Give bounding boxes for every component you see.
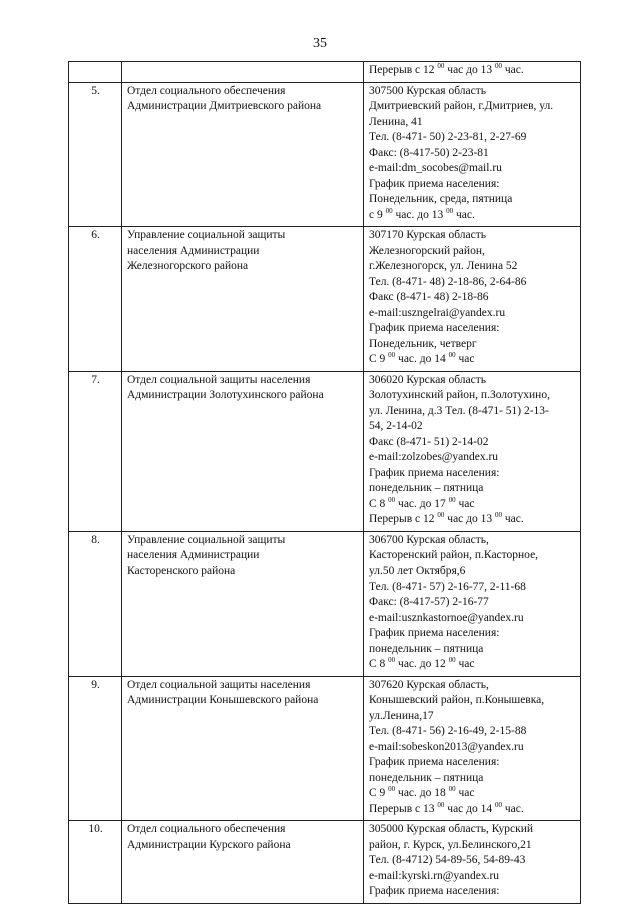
- department-name: [122, 821, 364, 904]
- department-name-line: Железногорского района: [127, 260, 249, 273]
- line-text: Тел. (8-471- 48) 2-18-86, 2-64-86: [369, 275, 527, 288]
- address-line: [369, 435, 576, 451]
- line-text: ул. Ленина, д.3 Тел. (8-471- 51) 2-13-: [369, 404, 549, 417]
- line-text: с 9: [369, 208, 386, 221]
- address-cell: [364, 62, 581, 83]
- address-line: [369, 228, 576, 244]
- row-number: 9.: [69, 676, 122, 821]
- address-cell: [364, 821, 581, 904]
- line-text: 307170 Курская область: [369, 229, 486, 242]
- address-cell: [364, 531, 581, 676]
- line-text: Факс: (8-417-50) 2-23-81: [369, 146, 489, 159]
- line-text: час: [455, 658, 475, 671]
- department-name-line: Управление социальной защиты: [127, 229, 286, 242]
- line-text: Ленина, 41: [369, 115, 423, 128]
- line-text: 305000 Курская область, Курский: [369, 823, 534, 836]
- address-line: [369, 626, 576, 642]
- line-text: С 9: [369, 353, 389, 366]
- address-line: [369, 192, 576, 208]
- line-text: час. до 12: [395, 658, 449, 671]
- row-number: 10.: [69, 821, 122, 904]
- time-superscript: 00: [448, 785, 456, 794]
- line-text: Факс (8-471- 48) 2-18-86: [369, 291, 489, 304]
- address-line: [369, 146, 576, 162]
- address-line: [369, 533, 576, 549]
- line-text: e-mail:dm_socobes@mail.ru: [369, 162, 502, 175]
- line-text: час.: [502, 513, 524, 526]
- line-text: График приема населения:: [369, 466, 500, 479]
- line-text: час. до 14: [395, 353, 449, 366]
- row-number: 5.: [69, 82, 122, 227]
- address-line: [369, 802, 576, 818]
- department-name: [122, 676, 364, 821]
- line-text: Тел. (8-471- 56) 2-16-49, 2-15-88: [369, 725, 527, 738]
- address-line: [369, 244, 576, 260]
- line-text: час. до 18: [395, 787, 449, 800]
- address-line: [369, 115, 576, 131]
- line-text: понедельник – пятница: [369, 642, 484, 655]
- department-name-line: Отдел социального обеспечения: [127, 823, 286, 836]
- address-line: [369, 373, 576, 389]
- row-number: 8.: [69, 531, 122, 676]
- time-superscript: 00: [495, 511, 502, 520]
- line-text: Железногорский район,: [369, 244, 485, 257]
- line-text: e-mail:kyrski.rn@yandex.ru: [369, 869, 500, 882]
- line-text: ул.Ленина,17: [369, 709, 434, 722]
- line-text: График приема населения:: [369, 627, 500, 640]
- time-superscript: 00: [388, 785, 396, 794]
- line-text: Понедельник, четверг: [369, 337, 477, 350]
- table-row: [69, 82, 581, 227]
- address-line: [369, 63, 576, 79]
- department-name: [122, 371, 364, 531]
- address-line: [369, 404, 576, 420]
- line-text: 307500 Курская область: [369, 84, 486, 97]
- time-superscript: 00: [388, 495, 396, 504]
- time-superscript: 00: [495, 800, 502, 809]
- address-line: [369, 771, 576, 787]
- time-superscript: 00: [448, 351, 456, 360]
- time-superscript: 00: [446, 206, 454, 215]
- address-line: [369, 853, 576, 869]
- address-line: [369, 275, 576, 291]
- line-text: час до 13: [444, 64, 495, 76]
- line-text: Факс: (8-417-57) 2-16-77: [369, 596, 489, 609]
- address-line: [369, 419, 576, 435]
- table-row: [69, 676, 581, 821]
- address-line: [369, 306, 576, 322]
- line-text: час.: [502, 64, 524, 76]
- line-text: Понедельник, среда, пятница: [369, 193, 513, 206]
- line-text: e-mail:usznkastornoe@yandex.ru: [369, 611, 524, 624]
- line-text: График приема населения:: [369, 177, 500, 190]
- address-line: [369, 161, 576, 177]
- address-line: [369, 693, 576, 709]
- address-line: [369, 352, 576, 368]
- line-text: Тел. (8-471- 57) 2-16-77, 2-11-68: [369, 580, 526, 593]
- line-text: 306700 Курская область,: [369, 533, 489, 546]
- address-line: [369, 130, 576, 146]
- line-text: 307620 Курская область,: [369, 678, 489, 691]
- line-text: С 9: [369, 787, 389, 800]
- line-text: Тел. (8-4712) 54-89-56, 54-89-43: [369, 854, 526, 867]
- table-row: [69, 821, 581, 904]
- department-name: [122, 227, 364, 372]
- line-text: e-mail:zolzobes@yandex.ru: [369, 451, 499, 464]
- address-line: [369, 337, 576, 353]
- table-row: [69, 531, 581, 676]
- department-name-line: Отдел социального обеспечения: [127, 84, 286, 97]
- address-line: [369, 740, 576, 756]
- address-line: [369, 884, 576, 900]
- line-text: Перерыв с 13: [369, 802, 438, 815]
- line-text: Конышевский район, п.Конышевка,: [369, 694, 545, 707]
- address-line: [369, 497, 576, 513]
- address-line: [369, 290, 576, 306]
- line-text: г.Железногорск, ул. Ленина 52: [369, 260, 518, 273]
- line-text: час. до 13: [392, 208, 447, 221]
- address-line: [369, 755, 576, 771]
- page-number: 35: [313, 36, 327, 51]
- line-text: час до 13: [444, 513, 495, 526]
- address-line: [369, 786, 576, 802]
- contacts-table: [68, 61, 581, 904]
- line-text: График приема населения:: [369, 322, 500, 335]
- line-text: час: [455, 353, 475, 366]
- line-text: час. до 17: [395, 497, 449, 510]
- line-text: 54, 2-14-02: [369, 420, 423, 433]
- department-name-line: населения Администрации: [127, 244, 260, 257]
- row-number: 7.: [69, 371, 122, 531]
- line-text: понедельник – пятница: [369, 771, 484, 784]
- line-text: час.: [502, 802, 524, 815]
- department-name-line: населения Администрации: [127, 549, 260, 562]
- time-superscript: 00: [495, 62, 502, 70]
- address-line: [369, 512, 576, 528]
- address-line: [369, 321, 576, 337]
- line-text: С 8: [369, 497, 389, 510]
- address-cell: [364, 82, 581, 227]
- address-line: [369, 99, 576, 115]
- line-text: Перерыв с 12: [369, 513, 438, 526]
- line-text: 306020 Курская область: [369, 373, 486, 386]
- row-number: 6.: [69, 227, 122, 372]
- address-line: [369, 481, 576, 497]
- address-line: [369, 678, 576, 694]
- address-line: [369, 657, 576, 673]
- department-name-line: Отдел социальной защиты населения: [127, 678, 311, 691]
- time-superscript: 00: [388, 351, 396, 360]
- line-text: e-mail:sobeskon2013@yandex.ru: [369, 740, 524, 753]
- address-line: [369, 450, 576, 466]
- line-text: Дмитриевский район, г.Дмитриев, ул.: [369, 100, 554, 113]
- line-text: Касторенский район, п.Касторное,: [369, 549, 539, 562]
- line-text: час.: [453, 208, 475, 221]
- department-name: [122, 82, 364, 227]
- department-name-line: Администрации Дмитриевского района: [127, 100, 322, 113]
- address-line: [369, 822, 576, 838]
- time-superscript: 00: [437, 511, 445, 520]
- department-name-line: Касторенского района: [127, 564, 236, 577]
- row-number-cell: [69, 62, 122, 83]
- line-text: Перерыв с 12: [369, 64, 438, 76]
- line-text: Факс (8-471- 51) 2-14-02: [369, 435, 489, 448]
- address-line: [369, 84, 576, 100]
- line-text: Золотухинский район, п.Золотухино,: [369, 389, 550, 402]
- line-text: час: [455, 787, 475, 800]
- table-row: [69, 227, 581, 372]
- address-line: [369, 595, 576, 611]
- line-text: e-mail:uszngelrai@yandex.ru: [369, 306, 506, 319]
- address-line: [369, 869, 576, 885]
- department-name-line: Управление социальной защиты: [127, 533, 286, 546]
- address-line: [369, 548, 576, 564]
- line-text: район, г. Курск, ул.Белинского,21: [369, 838, 532, 851]
- time-superscript: 00: [385, 206, 393, 215]
- address-cell: [364, 227, 581, 372]
- line-text: час до 14: [444, 802, 495, 815]
- department-name-line: Отдел социальной защиты населения: [127, 373, 311, 386]
- contacts-table-body: [69, 62, 581, 904]
- address-cell: [364, 676, 581, 821]
- address-cell: [364, 371, 581, 531]
- line-text: График приема населения:: [369, 885, 500, 898]
- time-superscript: 00: [448, 656, 456, 665]
- line-text: час: [455, 497, 475, 510]
- address-line: [369, 838, 576, 854]
- table-row: [69, 371, 581, 531]
- address-line: [369, 642, 576, 658]
- time-superscript: 00: [388, 656, 396, 665]
- line-text: ул.50 лет Октября,6: [369, 564, 466, 577]
- line-text: Тел. (8-471- 50) 2-23-81, 2-27-69: [369, 131, 527, 144]
- address-line: [369, 259, 576, 275]
- address-line: [369, 564, 576, 580]
- time-superscript: 00: [448, 495, 456, 504]
- address-line: [369, 709, 576, 725]
- line-text: График приема населения:: [369, 756, 500, 769]
- address-line: [369, 580, 576, 596]
- address-line: [369, 388, 576, 404]
- department-name: [122, 531, 364, 676]
- table-row-continuation: [69, 62, 581, 83]
- address-line: [369, 177, 576, 193]
- address-line: [369, 724, 576, 740]
- department-name-line: Администрации Конышевского района: [127, 694, 319, 707]
- line-text: понедельник – пятница: [369, 482, 484, 495]
- line-text: С 8: [369, 658, 389, 671]
- department-cell: [122, 62, 364, 83]
- time-superscript: 00: [437, 62, 445, 70]
- department-name-line: Администрации Курского района: [127, 838, 291, 851]
- address-line: [369, 208, 576, 224]
- time-superscript: 00: [437, 800, 445, 809]
- address-line: [369, 611, 576, 627]
- address-line: [369, 466, 576, 482]
- department-name-line: Администрации Золотухинского района: [127, 389, 324, 402]
